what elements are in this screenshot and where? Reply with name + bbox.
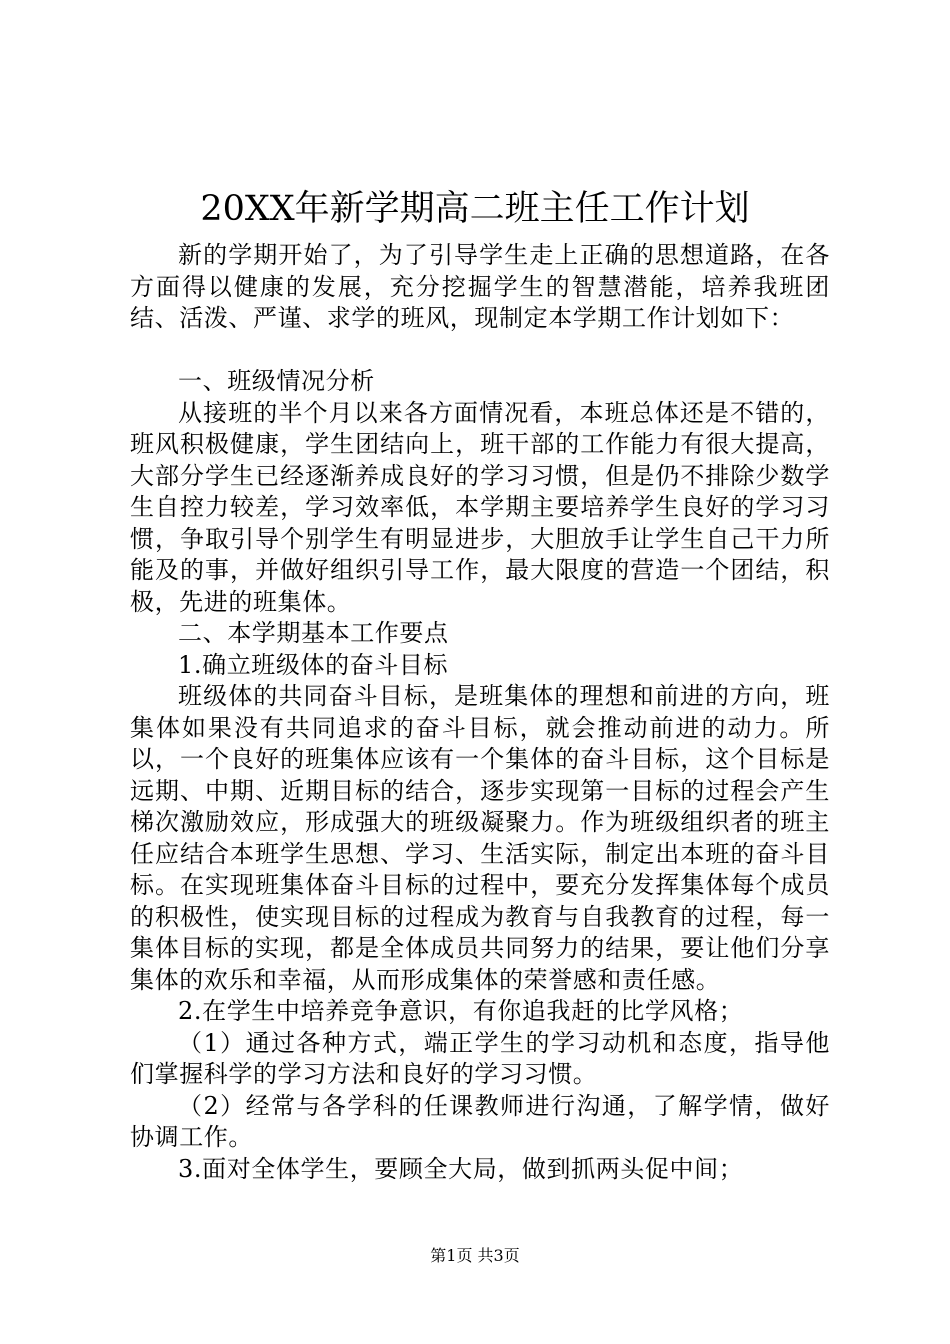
item-paragraph-goal: 班级体的共同奋斗目标，是班集体的理想和前进的方向，班集体如果没有共同追求的奋斗目标，就会推动前进的动力。所以，一个良好的班集体应该有一个集体的奋斗目标，这个目标是远期、中期、近期目标的结合，逐步实现第一目标的过程会产生梯次激励效应，形成强大的班级凝聚力。作为班级组织者的班主任应结合本班学生思想、学习、生活实际，制定出本班的奋斗目标。在实现班集体奋斗目标的过程中，要充分发挥集体每个成员的积极性，使实现目标的过程成为教育与自我教育的过程，每一集体目标的实现，都是全体成员共同努力的结果，要让他们分享集体的欢乐和幸福，从而形成集体的荣誉感和责任感。 [130,682,830,994]
document-title: 20XX年新学期高二班主任工作计划 [200,189,750,229]
page-footer: 第1页 共3页 [430,1246,520,1265]
sub-item-paragraph-1: （1）通过各种方式，端正学生的学习动机和态度，指导他们掌握科学的学习方法和良好的学习习惯。 [130,1028,830,1088]
section-heading-work-points: 二、本学期基本工作要点 [178,619,449,647]
document-body [130,240,830,1185]
item-heading-goal: 1.确立班级体的奋斗目标 [178,650,449,679]
section-heading-class-analysis: 一、班级情况分析 [178,367,375,395]
section-paragraph-class-analysis: 从接班的半个月以来各方面情况看，本班总体还是不错的，班风积极健康，学生团结向上，班干部的工作能力有很大提高，大部分学生已经逐渐养成良好的学习习惯，但是仍不排除少数学生自控力较差，学习效率低，本学期主要培养学生良好的学习习惯，争取引导个别学生有明显进步，大胆放手让学生自己干力所能及的事，并做好组织引导工作，最大限度的营造一个团结，积极，先进的班集体。 [130,398,830,616]
sub-item-paragraph-2: （2）经常与各学科的任课教师进行沟通，了解学情，做好协调工作。 [130,1091,830,1151]
intro-paragraph: 新的学期开始了，为了引导学生走上正确的思想道路，在各方面得以健康的发展，充分挖掘学生的智慧潜能，培养我班团结、活泼、严谨、求学的班风，现制定本学期工作计划如下： [130,241,830,332]
item-heading-all-students: 3.面对全体学生，要顾全大局，做到抓两头促中间； [178,1154,744,1183]
item-heading-competition: 2.在学生中培养竞争意识，有你追我赶的比学风格； [178,997,744,1025]
